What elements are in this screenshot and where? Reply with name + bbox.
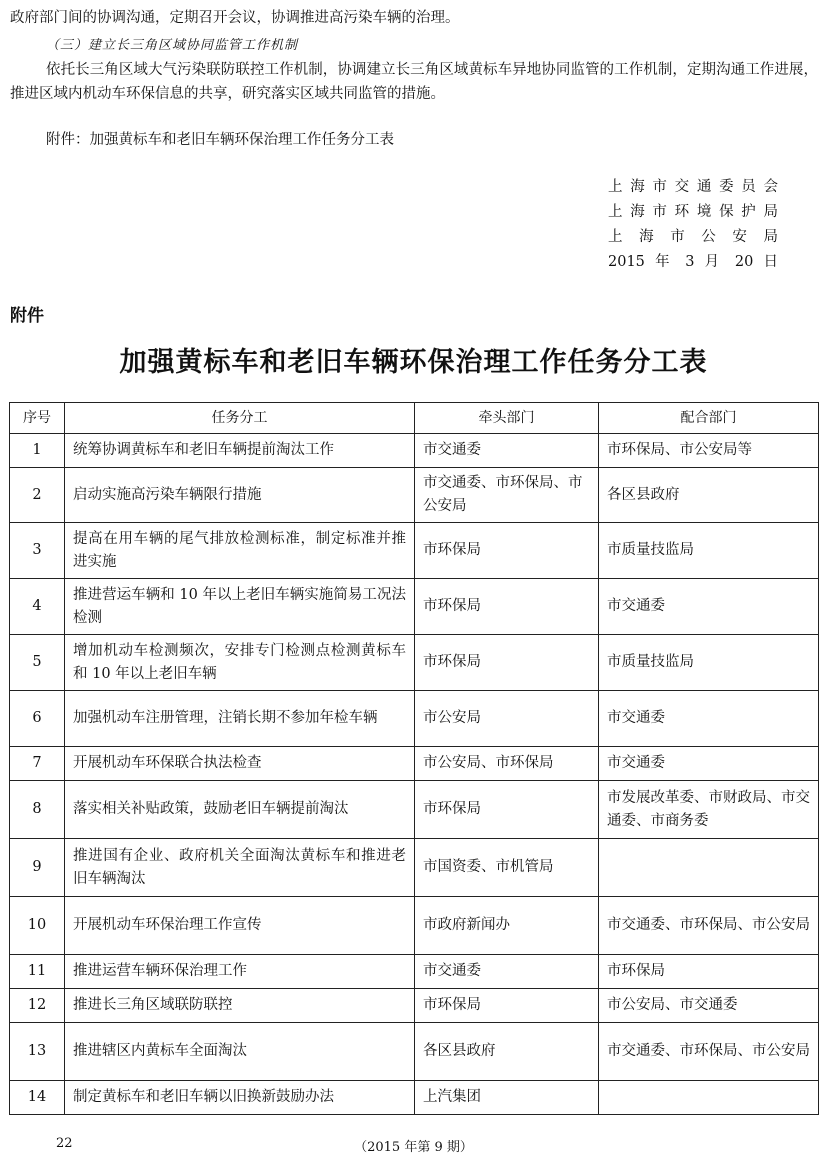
section-subheading: （三）建立长三角区域协同监管工作机制: [46, 38, 299, 53]
signature-date: 2015 年 3 月 20 日: [608, 254, 778, 270]
cell-serial: 11: [10, 955, 65, 989]
table-row: [10, 839, 819, 897]
cell-lead-department: 市交通委、市环保局、市公安局: [415, 468, 599, 523]
cell-lead-department: 市公安局: [415, 691, 599, 747]
cell-support-department: 市环保局、市公安局等: [599, 434, 819, 468]
cell-support-department: 市交通委: [599, 747, 819, 781]
cell-support-department: 市交通委: [599, 579, 819, 635]
cell-support-department: 市公安局、市交通委: [599, 989, 819, 1023]
cell-lead-department: 市环保局: [415, 635, 599, 691]
cell-support-department: [599, 1081, 819, 1115]
cell-task: 制定黄标车和老旧车辆以旧换新鼓励办法: [65, 1081, 415, 1115]
table-row: [10, 579, 819, 635]
body-paragraph: 依托长三角区域大气污染联防联控工作机制，协调建立长三角区域黄标车异地协同监管的工作机制，定期沟通工作进展，推进区域内机动车环保信息的共享，研究落实区域共同监管的措施。: [10, 62, 818, 102]
cell-serial: 7: [10, 747, 65, 781]
table-row: [10, 523, 819, 579]
cell-lead-department: 各区县政府: [415, 1023, 599, 1081]
cell-task: 推进国有企业、政府机关全面淘汰黄标车和推进老旧车辆淘汰: [65, 839, 415, 897]
table-row: [10, 434, 819, 468]
intro-line: 政府部门间的协调沟通，定期召开会议，协调推进高污染车辆的治理。: [10, 10, 460, 26]
table-row: [10, 955, 819, 989]
cell-task: 推进运营车辆环保治理工作: [65, 955, 415, 989]
cell-support-department: 市交通委: [599, 691, 819, 747]
header-task: 任务分工: [65, 403, 415, 434]
cell-task: 加强机动车注册管理，注销长期不参加年检车辆: [65, 691, 415, 747]
cell-support-department: 市交通委、市环保局、市公安局: [599, 1023, 819, 1081]
cell-lead-department: 市交通委: [415, 955, 599, 989]
cell-lead-department: 市交通委: [415, 434, 599, 468]
cell-lead-department: 市环保局: [415, 781, 599, 839]
cell-support-department: 市质量技监局: [599, 635, 819, 691]
cell-serial: 13: [10, 1023, 65, 1081]
cell-serial: 5: [10, 635, 65, 691]
cell-lead-department: 市环保局: [415, 989, 599, 1023]
cell-serial: 10: [10, 897, 65, 955]
cell-lead-department: 市环保局: [415, 579, 599, 635]
cell-task: 开展机动车环保联合执法检查: [65, 747, 415, 781]
cell-task: 启动实施高污染车辆限行措施: [65, 468, 415, 523]
cell-task: 统筹协调黄标车和老旧车辆提前淘汰工作: [65, 434, 415, 468]
table-row: [10, 468, 819, 523]
cell-support-department: 各区县政府: [599, 468, 819, 523]
cell-serial: 6: [10, 691, 65, 747]
cell-lead-department: 市政府新闻办: [415, 897, 599, 955]
cell-serial: 12: [10, 989, 65, 1023]
cell-lead-department: 上汽集团: [415, 1081, 599, 1115]
cell-task: 提高在用车辆的尾气排放检测标准，制定标准并推进实施: [65, 523, 415, 579]
signature-public-security-bureau: 上海市公安局: [608, 229, 778, 245]
cell-serial: 14: [10, 1081, 65, 1115]
cell-support-department: 市交通委、市环保局、市公安局: [599, 897, 819, 955]
task-division-table: [9, 402, 819, 1115]
cell-task: 推进营运车辆和 10 年以上老旧车辆实施简易工况法检测: [65, 579, 415, 635]
cell-support-department: 市发展改革委、市财政局、市交通委、市商务委: [599, 781, 819, 839]
table-row: [10, 691, 819, 747]
appendix-label: 附件: [10, 306, 44, 326]
table-row: [10, 747, 819, 781]
header-lead-department: 牵头部门: [415, 403, 599, 434]
issue-label: （2015 年第 9 期）: [354, 1140, 473, 1155]
table-row: [10, 1081, 819, 1115]
cell-support-department: 市质量技监局: [599, 523, 819, 579]
cell-serial: 2: [10, 468, 65, 523]
cell-task: 增加机动车检测频次，安排专门检测点检测黄标车和 10 年以上老旧车辆: [65, 635, 415, 691]
cell-support-department: 市环保局: [599, 955, 819, 989]
signature-environment-bureau: 上海市环境保护局: [608, 204, 778, 220]
cell-serial: 8: [10, 781, 65, 839]
cell-task: 推进辖区内黄标车全面淘汰: [65, 1023, 415, 1081]
cell-serial: 3: [10, 523, 65, 579]
table-header-row: [10, 403, 819, 434]
table-body: [10, 434, 819, 1115]
table-title: 加强黄标车和老旧车辆环保治理工作任务分工表: [119, 347, 708, 378]
cell-task: 推进长三角区域联防联控: [65, 989, 415, 1023]
table-row: [10, 1023, 819, 1081]
cell-task: 开展机动车环保治理工作宣传: [65, 897, 415, 955]
cell-serial: 4: [10, 579, 65, 635]
table-row: [10, 897, 819, 955]
page-number: 22: [56, 1136, 73, 1151]
cell-lead-department: 市公安局、市环保局: [415, 747, 599, 781]
attachment-line: 附件：加强黄标车和老旧车辆环保治理工作任务分工表: [46, 132, 394, 148]
cell-serial: 1: [10, 434, 65, 468]
table-row: [10, 989, 819, 1023]
signature-transport-commission: 上海市交通委员会: [608, 179, 778, 195]
table-row: [10, 781, 819, 839]
cell-lead-department: 市国资委、市机管局: [415, 839, 599, 897]
table-row: [10, 635, 819, 691]
header-serial: 序号: [10, 403, 65, 434]
cell-serial: 9: [10, 839, 65, 897]
header-support-department: 配合部门: [599, 403, 819, 434]
cell-lead-department: 市环保局: [415, 523, 599, 579]
cell-task: 落实相关补贴政策，鼓励老旧车辆提前淘汰: [65, 781, 415, 839]
cell-support-department: [599, 839, 819, 897]
